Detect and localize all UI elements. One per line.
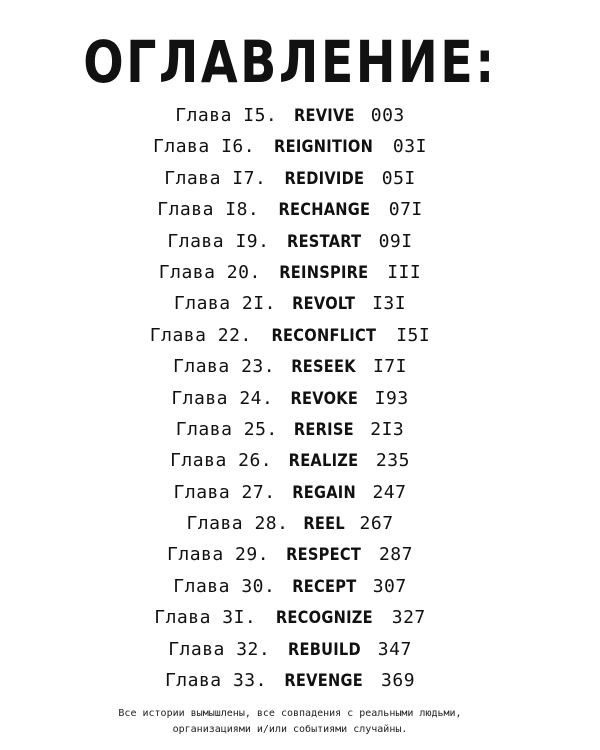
chapter-page: I7I	[372, 356, 407, 378]
chapter-prefix: Глава 20.	[158, 261, 261, 283]
toc-entry	[0, 539, 580, 570]
toc-entry	[0, 665, 580, 696]
toc-entry	[0, 477, 580, 508]
chapter-page: I93	[374, 387, 409, 409]
chapter-page: 03I	[392, 136, 427, 158]
chapter-page: 2I3	[370, 418, 405, 440]
disclaimer-line: организациями и/или событиями случайны.	[172, 724, 408, 735]
toc-entry	[0, 100, 580, 131]
chapter-title: REDIVIDE	[284, 168, 364, 189]
chapter-title: RECEPT	[291, 576, 357, 597]
chapter-prefix: Глава I8.	[157, 199, 260, 221]
chapter-page: 307	[372, 575, 407, 597]
chapter-page: 05I	[381, 167, 416, 189]
chapter-page: 003	[370, 105, 405, 126]
chapter-title: REVENGE	[284, 671, 364, 692]
toc-entry	[0, 414, 580, 445]
chapter-title: RESPECT	[286, 545, 362, 566]
toc-entry	[0, 634, 580, 665]
chapter-prefix: Глава I7.	[164, 167, 267, 189]
chapter-title: RESTART	[286, 231, 362, 252]
chapter-title: REEL	[303, 514, 345, 535]
toc-entry	[0, 445, 580, 476]
chapter-page: 247	[372, 481, 407, 503]
chapter-title: RESEEK	[291, 357, 357, 378]
chapter-prefix: Глава 23.	[173, 356, 276, 378]
toc-entry	[0, 320, 580, 351]
chapter-page: 327	[391, 607, 426, 629]
chapter-title: RECHANGE	[278, 200, 370, 221]
page-title: ОГЛАВЛЕНИЕ:	[83, 28, 497, 96]
chapter-title: REINSPIRE	[279, 262, 369, 283]
chapter-title: RECOGNIZE	[275, 608, 373, 629]
chapter-page: 347	[377, 638, 412, 660]
chapter-prefix: Глава 29.	[167, 544, 270, 566]
chapter-prefix: Глава 28.	[186, 513, 289, 535]
chapter-prefix: Глава 26.	[170, 450, 273, 472]
toc-entry	[0, 131, 580, 162]
chapter-title: REVIVE	[293, 106, 355, 126]
disclaimer	[0, 706, 580, 738]
toc-entry	[0, 257, 580, 288]
chapter-prefix: Глава 2I.	[173, 293, 276, 315]
chapter-prefix: Глава 32.	[168, 638, 271, 660]
chapter-prefix: Глава 30.	[173, 575, 276, 597]
toc-entry	[0, 288, 580, 319]
toc-entry	[0, 602, 580, 633]
chapter-page: 235	[375, 450, 410, 472]
chapter-page: 287	[378, 544, 413, 566]
chapter-page: I3I	[372, 293, 407, 315]
chapter-page: 267	[359, 513, 394, 535]
chapter-prefix: Глава 27.	[173, 481, 276, 503]
chapter-title: REVOLT	[292, 294, 356, 315]
chapter-prefix: Глава 24.	[171, 387, 274, 409]
chapter-title: REBUILD	[287, 639, 361, 660]
chapter-prefix: Глава 3I.	[154, 607, 257, 629]
chapter-page: I5I	[396, 324, 431, 346]
toc-entry	[0, 163, 580, 194]
chapter-title: RECONFLICT	[271, 325, 377, 346]
toc-entry	[0, 508, 580, 539]
chapter-prefix: Глава I5.	[175, 105, 278, 126]
chapter-title: RERISE	[294, 419, 355, 440]
chapter-prefix: Глава I6.	[153, 136, 256, 158]
table-of-contents	[0, 100, 580, 696]
chapter-prefix: Глава 33.	[164, 670, 267, 692]
toc-entry	[0, 226, 580, 257]
chapter-title: REVOKE	[290, 388, 358, 409]
chapter-title: REALIZE	[289, 451, 359, 472]
toc-entry	[0, 571, 580, 602]
disclaimer-line: Все истории вымышлены, все совпадения с реальными людьми,	[118, 708, 462, 719]
chapter-page: 09I	[378, 230, 413, 252]
chapter-prefix: Глава 25.	[175, 418, 278, 440]
toc-entry	[0, 383, 580, 414]
chapter-page: III	[387, 261, 422, 283]
chapter-title: REIGNITION	[274, 137, 374, 158]
chapter-page: 369	[381, 670, 416, 692]
toc-entry	[0, 351, 580, 382]
chapter-page: 07I	[388, 199, 423, 221]
toc-entry	[0, 194, 580, 225]
chapter-title: REGAIN	[292, 482, 356, 503]
chapter-prefix: Глава 22.	[149, 324, 252, 346]
chapter-prefix: Глава I9.	[167, 230, 270, 252]
